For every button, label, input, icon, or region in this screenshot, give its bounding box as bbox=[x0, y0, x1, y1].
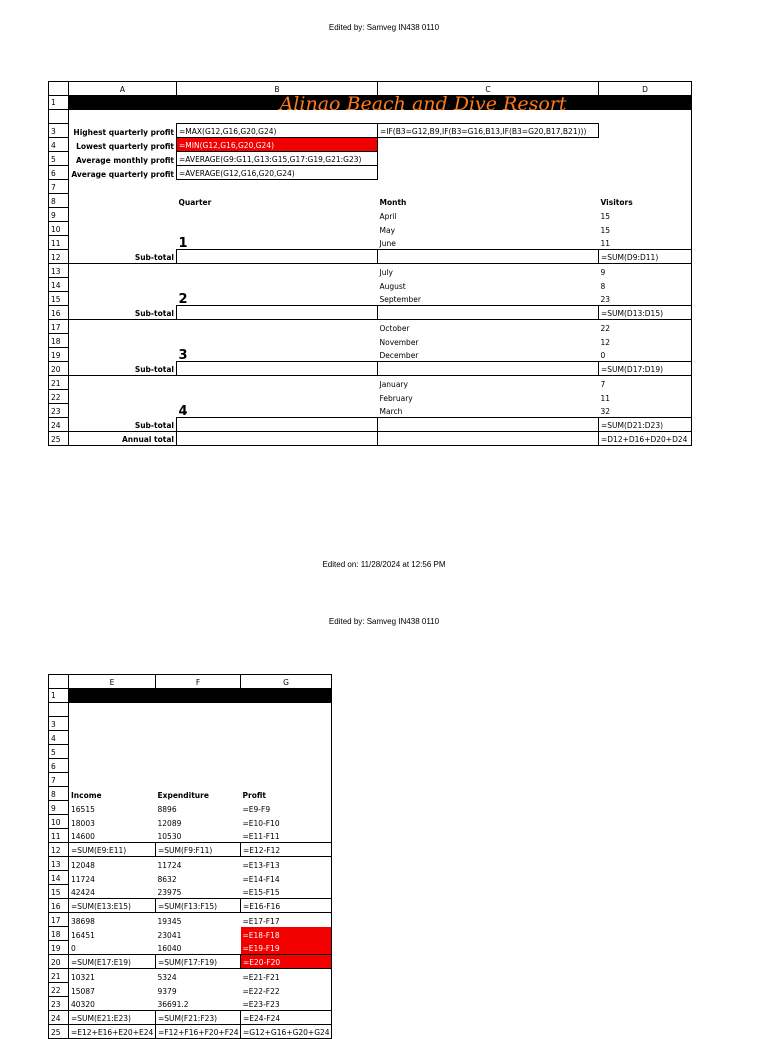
expenditure-cell[interactable]: 11724 bbox=[157, 860, 182, 870]
income-subtotal[interactable]: =SUM(E21:E23) bbox=[69, 1011, 156, 1025]
quarter-number: 1 bbox=[178, 236, 188, 250]
column-header-a[interactable]: A bbox=[69, 82, 177, 96]
visitors-cell[interactable]: 11 bbox=[599, 236, 692, 250]
spreadsheet-page-1 bbox=[48, 81, 692, 446]
income-subtotal[interactable]: =SUM(E9:E11) bbox=[69, 843, 156, 857]
spreadsheet-page-2 bbox=[48, 674, 332, 1039]
annual-total-cell-c[interactable] bbox=[378, 432, 599, 446]
column-header-c[interactable]: C bbox=[378, 82, 599, 96]
profit-subtotal[interactable]: =E16-F16 bbox=[241, 899, 332, 913]
row-header[interactable]: 6 bbox=[49, 759, 69, 773]
row-header[interactable]: 19 bbox=[49, 348, 69, 362]
row-header[interactable]: 13 bbox=[49, 264, 69, 278]
title-banner bbox=[69, 96, 599, 110]
expenditure-cell[interactable]: 36691.2 bbox=[157, 1000, 189, 1009]
month-cell[interactable]: January bbox=[379, 379, 408, 389]
label-lowest-quarterly-profit: Lowest quarterly profit bbox=[76, 141, 174, 151]
subtotal-cell-b[interactable] bbox=[177, 418, 378, 432]
month-cell[interactable]: November bbox=[379, 337, 419, 347]
profit-cell[interactable]: =E15-F15 bbox=[241, 885, 332, 899]
income-cell[interactable]: 11724 bbox=[71, 874, 95, 884]
profit-cell-highlighted[interactable]: =E19-F19 bbox=[241, 941, 332, 955]
profit-cell[interactable]: =E9-F9 bbox=[241, 801, 332, 815]
row-header[interactable]: 8 bbox=[49, 787, 69, 801]
row-header[interactable]: 19 bbox=[49, 941, 69, 955]
profit-cell[interactable]: =E22-F22 bbox=[241, 983, 332, 997]
expenditure-cell[interactable]: 19345 bbox=[157, 916, 182, 926]
column-header-g[interactable]: G bbox=[241, 675, 332, 689]
visitor-subtotal[interactable]: =SUM(D17:D19) bbox=[599, 362, 692, 376]
row-header[interactable]: 13 bbox=[49, 857, 69, 871]
subtotal-cell-c[interactable] bbox=[378, 362, 599, 376]
visitors-cell[interactable]: 8 bbox=[599, 278, 692, 292]
visitors-cell[interactable]: 0 bbox=[599, 348, 692, 362]
row-header[interactable]: 15 bbox=[49, 885, 69, 899]
profit-subtotal-highlighted[interactable]: =E20-F20 bbox=[241, 955, 332, 969]
label-average-monthly-profit: Average monthly profit bbox=[75, 155, 174, 165]
row-header[interactable]: 12 bbox=[49, 843, 69, 857]
column-header-f[interactable]: F bbox=[156, 675, 241, 689]
column-header-d[interactable]: D bbox=[599, 82, 692, 96]
row-header[interactable]: 21 bbox=[49, 969, 69, 983]
visitors-cell[interactable]: 9 bbox=[599, 264, 692, 278]
row-header[interactable]: 8 bbox=[49, 194, 69, 208]
row-header[interactable]: 25 bbox=[49, 1025, 69, 1039]
header-visitors: Visitors bbox=[599, 194, 692, 208]
visitors-cell[interactable]: 15 bbox=[599, 208, 692, 222]
month-cell[interactable]: August bbox=[379, 281, 406, 291]
expenditure-cell[interactable]: 8632 bbox=[157, 874, 177, 884]
visitors-cell[interactable]: 15 bbox=[599, 222, 692, 236]
row-header[interactable]: 6 bbox=[49, 166, 69, 180]
annual-total-label: Annual total bbox=[69, 432, 177, 446]
row-header[interactable]: 12 bbox=[49, 250, 69, 264]
row-header[interactable]: 17 bbox=[49, 320, 69, 334]
cell-d3[interactable] bbox=[599, 124, 692, 138]
expenditure-cell[interactable]: 10530 bbox=[157, 832, 182, 841]
expenditure-subtotal[interactable]: =SUM(F21:F23) bbox=[156, 1011, 241, 1025]
row-header[interactable]: 18 bbox=[49, 927, 69, 941]
header-profit: Profit bbox=[241, 787, 332, 801]
profit-cell[interactable]: =E14-F14 bbox=[241, 871, 332, 885]
month-cell[interactable]: March bbox=[379, 407, 403, 416]
row-header[interactable]: 7 bbox=[49, 773, 69, 787]
row-header[interactable]: 10 bbox=[49, 222, 69, 236]
row-header[interactable]: 22 bbox=[49, 390, 69, 404]
row-header[interactable]: 7 bbox=[49, 180, 69, 194]
row-header[interactable]: 16 bbox=[49, 899, 69, 913]
row-header[interactable]: 5 bbox=[49, 745, 69, 759]
expenditure-cell[interactable]: 16040 bbox=[157, 944, 182, 953]
corner-cell bbox=[49, 82, 69, 96]
profit-subtotal[interactable]: =E12-F12 bbox=[241, 843, 332, 857]
expenditure-cell[interactable]: 9379 bbox=[157, 986, 177, 996]
income-cell[interactable]: 42424 bbox=[71, 888, 95, 897]
row-header[interactable]: 20 bbox=[49, 362, 69, 376]
row-header[interactable]: 11 bbox=[49, 236, 69, 250]
visitor-subtotal[interactable]: =SUM(D9:D11) bbox=[599, 250, 692, 264]
row-header[interactable]: 17 bbox=[49, 913, 69, 927]
row-header[interactable]: 9 bbox=[49, 801, 69, 815]
expenditure-cell[interactable]: 23041 bbox=[157, 930, 182, 940]
row-header[interactable]: 23 bbox=[49, 997, 69, 1011]
expenditure-cell[interactable]: 5324 bbox=[157, 972, 177, 982]
subtotal-cell-b[interactable] bbox=[177, 306, 378, 320]
subtotal-cell-c[interactable] bbox=[378, 418, 599, 432]
expenditure-cell[interactable]: 23975 bbox=[157, 888, 182, 897]
expenditure-subtotal[interactable]: =SUM(F17:F19) bbox=[156, 955, 241, 969]
visitors-cell[interactable]: 7 bbox=[599, 376, 692, 390]
subtotal-label: Sub-total bbox=[69, 250, 177, 264]
visitors-cell[interactable]: 32 bbox=[599, 404, 692, 418]
row-header[interactable]: 4 bbox=[49, 731, 69, 745]
subtotal-label: Sub-total bbox=[69, 362, 177, 376]
profit-cell[interactable]: =E11-F11 bbox=[241, 829, 332, 843]
column-header-e[interactable]: E bbox=[69, 675, 156, 689]
cell-c3[interactable]: =IF(B3=G12,B9,IF(B3=G16,B13,IF(B3=G20,B17,B21))) bbox=[378, 124, 599, 138]
income-cell[interactable]: 16451 bbox=[71, 930, 95, 940]
expenditure-annual-total[interactable]: =F12+F16+F20+F24 bbox=[156, 1025, 241, 1039]
row-header[interactable]: 11 bbox=[49, 829, 69, 843]
income-cell[interactable]: 12048 bbox=[71, 860, 95, 870]
row-header[interactable]: 20 bbox=[49, 955, 69, 969]
annual-total-cell-b[interactable] bbox=[177, 432, 378, 446]
row-header[interactable]: 4 bbox=[49, 138, 69, 152]
profit-cell[interactable]: =E23-F23 bbox=[241, 997, 332, 1011]
income-cell[interactable]: 10321 bbox=[71, 972, 95, 982]
row-header[interactable]: 9 bbox=[49, 208, 69, 222]
profit-cell[interactable]: =E10-F10 bbox=[241, 815, 332, 829]
subtotal-cell-c[interactable] bbox=[378, 250, 599, 264]
row-header[interactable]: 3 bbox=[49, 124, 69, 138]
profit-cell[interactable]: =E21-F21 bbox=[241, 969, 332, 983]
profit-cell-highlighted[interactable]: =E18-F18 bbox=[241, 927, 332, 941]
income-cell[interactable]: 15087 bbox=[71, 986, 95, 996]
profit-cell[interactable]: =E17-F17 bbox=[241, 913, 332, 927]
subtotal-label: Sub-total bbox=[69, 306, 177, 320]
subtotal-label: Sub-total bbox=[69, 418, 177, 432]
income-cell[interactable]: 40320 bbox=[71, 1000, 95, 1009]
title-banner-end bbox=[599, 96, 692, 110]
profit-subtotal[interactable]: =E24-F24 bbox=[241, 1011, 332, 1025]
header-expenditure: Expenditure bbox=[157, 790, 209, 800]
subtotal-cell-c[interactable] bbox=[378, 306, 599, 320]
edited-by-note-2: Edited by: Samveg IN438 0110 bbox=[328, 617, 440, 626]
quarter-number: 2 bbox=[178, 292, 188, 306]
edited-on-note: Edited on: 11/28/2024 at 12:56 PM bbox=[322, 560, 446, 569]
income-cell[interactable]: 18003 bbox=[71, 818, 95, 828]
row-header[interactable]: 5 bbox=[49, 152, 69, 166]
cell-b5[interactable]: =AVERAGE(G9:G11,G13:G15,G17:G19,G21:G23) bbox=[177, 152, 378, 166]
cell-b3[interactable]: =MAX(G12,G16,G20,G24) bbox=[177, 124, 378, 138]
column-header-b[interactable]: B bbox=[177, 82, 378, 96]
quarter-number: 4 bbox=[178, 404, 188, 418]
header-month: Month bbox=[379, 197, 407, 207]
title-banner bbox=[69, 689, 332, 703]
resort-title: Alinao Beach and Dive Resort bbox=[279, 95, 567, 110]
expenditure-cell[interactable]: 8896 bbox=[157, 804, 177, 814]
row-header[interactable]: 1 bbox=[49, 689, 69, 703]
row-header[interactable]: 22 bbox=[49, 983, 69, 997]
quarter-number: 3 bbox=[178, 348, 188, 362]
row-header[interactable]: 23 bbox=[49, 404, 69, 418]
label-average-quarterly-profit: Average quarterly profit bbox=[71, 169, 174, 179]
visitors-cell[interactable]: 22 bbox=[599, 320, 692, 334]
edited-by-note: Edited by: Samveg IN438 0110 bbox=[328, 23, 440, 32]
subtotal-cell-b[interactable] bbox=[177, 250, 378, 264]
row-header[interactable]: 1 bbox=[49, 96, 69, 110]
row-header[interactable]: 14 bbox=[49, 278, 69, 292]
header-quarter: Quarter bbox=[178, 197, 212, 207]
income-cell[interactable]: 38698 bbox=[71, 916, 95, 926]
month-cell[interactable]: July bbox=[379, 267, 393, 277]
visitors-cell[interactable]: 23 bbox=[599, 292, 692, 306]
row-header[interactable]: 14 bbox=[49, 871, 69, 885]
income-cell[interactable]: 0 bbox=[71, 944, 76, 953]
subtotal-cell-b[interactable] bbox=[177, 362, 378, 376]
row-header[interactable] bbox=[49, 110, 69, 124]
row-header[interactable]: 10 bbox=[49, 815, 69, 829]
month-cell[interactable]: December bbox=[379, 351, 419, 360]
visitor-annual-total[interactable]: =D12+D16+D20+D24 bbox=[599, 432, 692, 446]
profit-annual-total[interactable]: =G12+G16+G20+G24 bbox=[241, 1025, 332, 1039]
cell-b4[interactable]: =MIN(G12,G16,G20,G24) bbox=[177, 138, 378, 152]
income-annual-total[interactable]: =E12+E16+E20+E24 bbox=[69, 1025, 156, 1039]
expenditure-subtotal[interactable]: =SUM(F9:F11) bbox=[156, 843, 241, 857]
row-header[interactable]: 24 bbox=[49, 418, 69, 432]
label-highest-quarterly-profit: Highest quarterly profit bbox=[73, 127, 174, 137]
expenditure-subtotal[interactable]: =SUM(F13:F15) bbox=[156, 899, 241, 913]
income-subtotal[interactable]: =SUM(E17:E19) bbox=[69, 955, 156, 969]
corner-cell bbox=[49, 675, 69, 689]
income-subtotal[interactable]: =SUM(E13:E15) bbox=[69, 899, 156, 913]
row-header[interactable] bbox=[49, 703, 69, 717]
visitors-cell[interactable]: 11 bbox=[599, 390, 692, 404]
month-cell[interactable]: February bbox=[379, 393, 413, 403]
visitor-subtotal[interactable]: =SUM(D13:D15) bbox=[599, 306, 692, 320]
income-cell[interactable]: 14600 bbox=[71, 832, 95, 841]
month-cell[interactable]: June bbox=[379, 239, 396, 248]
expenditure-cell[interactable]: 12089 bbox=[157, 818, 182, 828]
row-header[interactable]: 16 bbox=[49, 306, 69, 320]
month-cell[interactable]: April bbox=[379, 211, 397, 221]
row-header[interactable]: 25 bbox=[49, 432, 69, 446]
row-header[interactable]: 21 bbox=[49, 376, 69, 390]
row-header[interactable]: 15 bbox=[49, 292, 69, 306]
income-cell[interactable]: 16515 bbox=[71, 804, 95, 814]
visitors-cell[interactable]: 12 bbox=[599, 334, 692, 348]
row-header[interactable]: 18 bbox=[49, 334, 69, 348]
row-header[interactable]: 24 bbox=[49, 1011, 69, 1025]
cell-b6[interactable]: =AVERAGE(G12,G16,G20,G24) bbox=[177, 166, 378, 180]
month-cell[interactable]: May bbox=[379, 225, 396, 235]
month-cell[interactable]: October bbox=[379, 323, 410, 333]
visitor-subtotal[interactable]: =SUM(D21:D23) bbox=[599, 418, 692, 432]
month-cell[interactable]: September bbox=[379, 295, 421, 304]
profit-cell[interactable]: =E13-F13 bbox=[241, 857, 332, 871]
header-income: Income bbox=[71, 790, 102, 800]
row-header[interactable]: 3 bbox=[49, 717, 69, 731]
